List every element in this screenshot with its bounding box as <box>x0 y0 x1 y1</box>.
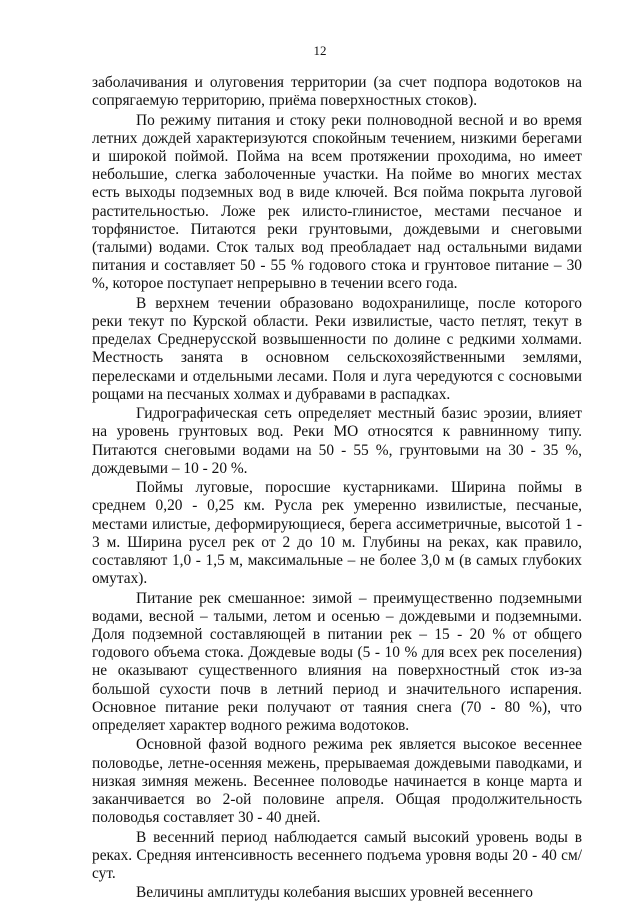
paragraph-floodplains: Поймы луговые, поросшие кустарниками. Ширина поймы в среднем 0,20 - 0,25 км. Русла рек умеренно извилистые, песчаные, местами илистые, деформирующиеся, берега ассиметричные, высотой 1 - 3 м. Ширина русел рек от 2 до 10 м. Глубины на реках, как правило, составляют 1,0 - 1,5 м, максимальные – не более 3,0 м (в самых глубоких омутах). <box>92 479 582 588</box>
paragraph-continuation: заболачивания и олуговения территории (за счет подпора водотоков на сопрягаемую территорию, приёма поверхностных стоков). <box>92 74 582 110</box>
paragraph-spring-level: В весенний период наблюдается самый высокий уровень воды в реках. Средняя интенсивность весеннего подъема уровня воды 20 - 40 см/сут. <box>92 828 582 883</box>
document-body <box>92 74 582 904</box>
paragraph-amplitude: Величины амплитуды колебания высших уровней весеннего <box>136 884 533 902</box>
paragraph-river-regime: По режиму питания и стоку реки полноводной весной и во время летних дождей характеризуются спокойным течением, низкими берегами и широкой поймой. Пойма на всем протяжении проходима, но имеет небольшие, слегка заболоченные участки. На пойме во многих местах есть выходы подземных вод в виде ключей. Вся пойма покрыта луговой растительностью. Ложе рек илисто-глинистое, местами песчаное и торфянистое. Питаются реки грунтовыми, дождевыми и снеговыми (талыми) водами. Сток талых вод преобладает над остальными видами питания и составляет 50 - 55 % годового стока и грунтовое питание – 30 %, которое поступает непрерывно в течении всего года. <box>92 111 582 293</box>
paragraph-upper-course: В верхнем течении образовано водохранилище, после которого реки текут по Курской области. Реки извилистые, часто петлят, текут в пределах Среднерусской возвышенности по долине с редкими холмами. Местность занята в основном сельскохозяйственными землями, перелесками и отдельными лесами. Поля и луга чередуются с сосновыми рощами на песчаных холмах и дубравами в распадках. <box>92 294 582 403</box>
paragraph-river-feeding: Питание рек смешанное: зимой – преимущественно подземными водами, весной – талыми, летом и осенью – дождевыми и подземными. Доля подземной составляющей в питании рек – 15 - 20 % от общего годового объема стока. Дождевые воды (5 - 10 % для всех рек поселения) не оказывают существенного влияния на поверхностный сток из-за большой сухости почв в летний период и значительного испарения. Основное питание реки получают от таяния снега (70 - 80 %), что определяет характер водного режима водотоков. <box>92 589 582 735</box>
paragraph-hydrographic-network: Гидрографическая сеть определяет местный базис эрозии, влияет на уровень грунтовых вод. Реки МО относятся к равнинному типу. Питаются снеговыми водами на 50 - 55 %, грунтовыми на 30 - 35 %, дождевыми – 10 - 20 %. <box>92 405 582 477</box>
paragraph-water-regime: Основной фазой водного режима рек является высокое весеннее половодье, летне-осенняя межень, прерываемая дождевыми паводками, и низкая зимняя межень. Весеннее половодье начинается в конце марта и заканчивается во 2-ой половине апреля. Общая продолжительность половодья составляет 30 - 40 дней. <box>92 736 582 827</box>
page-number: 12 <box>313 43 327 58</box>
